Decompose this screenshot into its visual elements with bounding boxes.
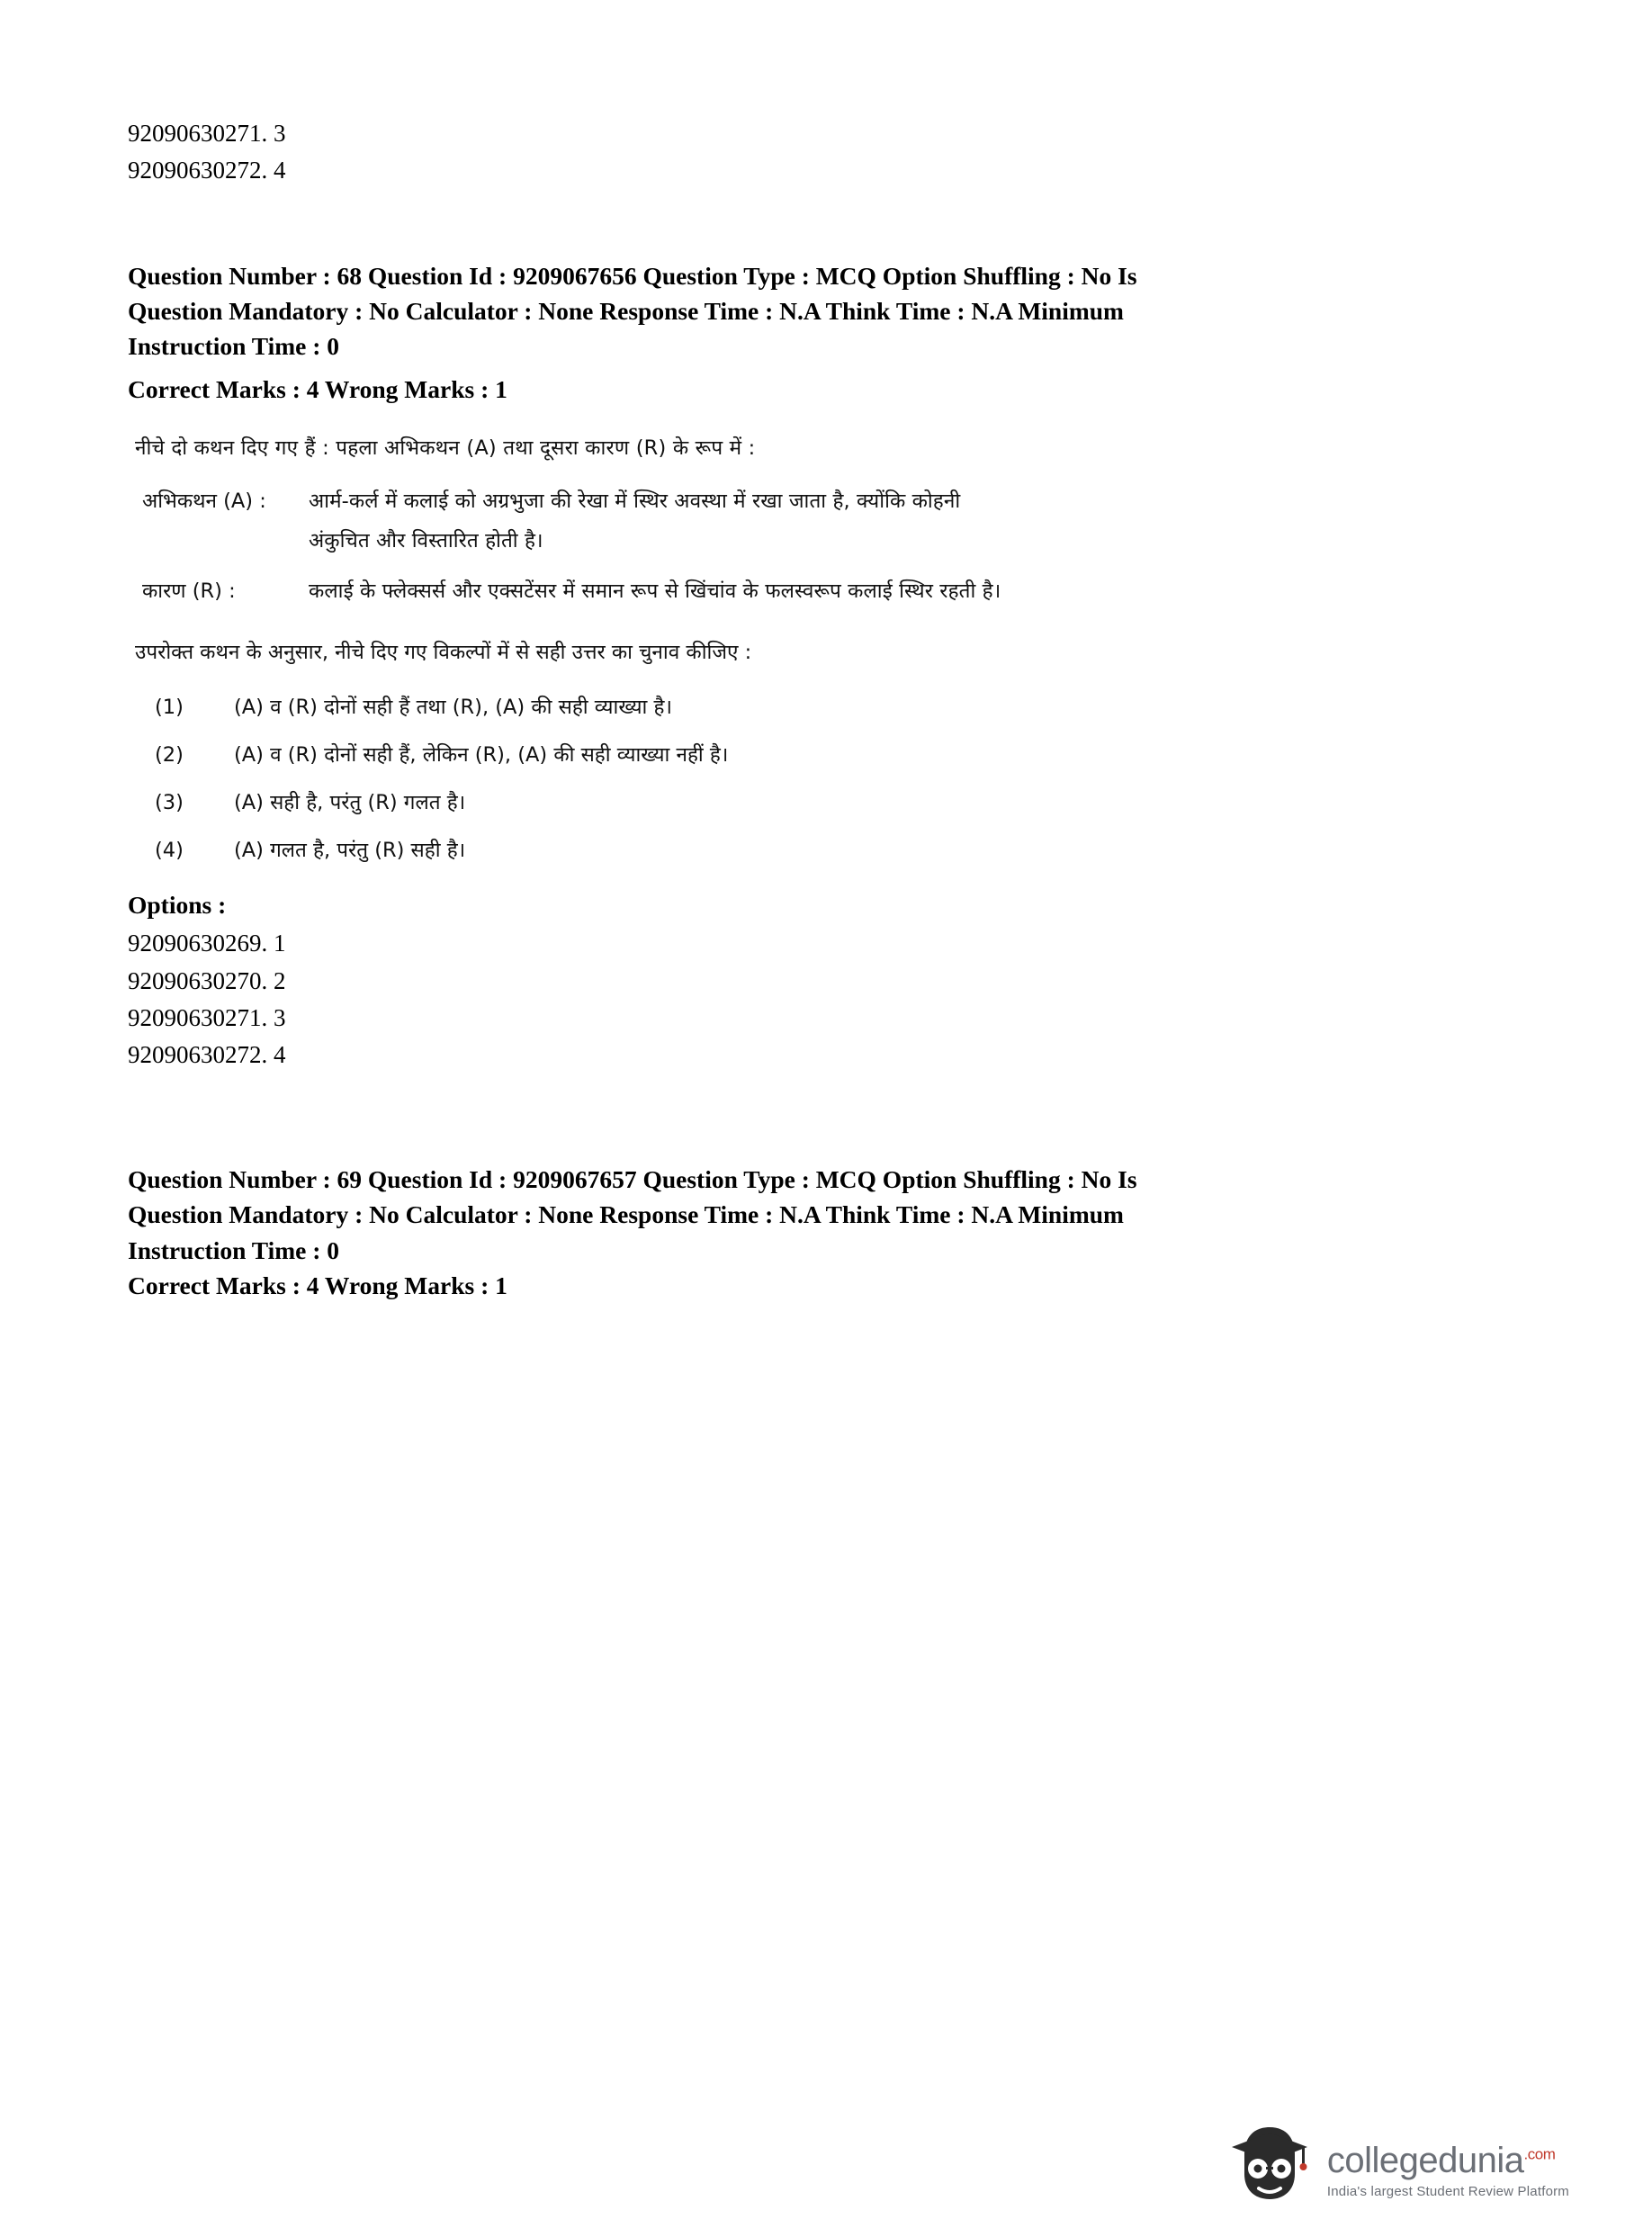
choice-number: (3) — [155, 790, 184, 814]
reason-row — [135, 577, 1387, 607]
question-69-header-line2: Question Mandatory : No Calculator : None Response Time : N.A Think Time : N.A Minimum — [128, 1200, 1124, 1229]
question-69-marks: Correct Marks : 4 Wrong Marks : 1 — [128, 1271, 507, 1299]
assertion-row — [135, 487, 1387, 557]
question-68-body — [128, 434, 1387, 867]
assertion-label: अभिकथन (A) : — [142, 490, 266, 514]
question-68-intro: नीचे दो कथन दिए गए हैं : पहला अभिकथन (A) तथा दूसरा कारण (R) के रूप में : — [135, 436, 756, 460]
reason-text: कलाई के फ्लेक्सर्स और एक्सटेंसर में समान रूप से खिंचांव के फलस्वरूप कलाई स्थिर रहती है। — [309, 579, 1001, 603]
collegedunia-brand — [1327, 2143, 1569, 2179]
collegedunia-tagline: India's largest Student Review Platform — [1326, 2184, 1569, 2199]
question-69-header — [128, 1162, 1441, 1302]
collegedunia-domain-suffix: .com — [1523, 2145, 1556, 2163]
question-68-header-line2: Question Mandatory : No Calculator : None Response Time : N.A Think Time : N.A Minimum — [128, 296, 1124, 325]
choice-text: (A) व (R) दोनों सही हैं तथा (R), (A) की सही व्याख्या है। — [234, 696, 672, 720]
choice-text: (A) सही है, परंतु (R) गलत है। — [234, 790, 466, 814]
assertion-text-line1: आर्म-कर्ल में कलाई को अग्रभुजा की रेखा में स्थिर अवस्था में रखा जाता है, क्योंकि कोहनी — [309, 490, 961, 514]
choice-text: (A) व (R) दोनों सही हैं, लेकिन (R), (A) की सही व्याख्या नहीं है। — [234, 743, 729, 768]
option-id-item: 92090630272. 4 — [128, 157, 286, 184]
choice-item[interactable] — [155, 788, 1387, 819]
choice-item[interactable] — [155, 693, 1387, 723]
options-label: Options : — [128, 891, 227, 920]
reason-label: कारण (R) : — [142, 579, 236, 603]
collegedunia-brand-text: collegedunia — [1326, 2141, 1524, 2180]
question-69-header-line1: Question Number : 69 Question Id : 9209067657 Question Type : MCQ Option Shuffling : No Is — [128, 1165, 1137, 1194]
question-68-marks: Correct Marks : 4 Wrong Marks : 1 — [128, 374, 507, 403]
choice-number: (4) — [155, 838, 184, 862]
option-id-item: 92090630270. 2 — [128, 966, 286, 994]
option-id-item: 92090630271. 3 — [128, 1003, 286, 1031]
question-68-option-id-list — [128, 927, 1517, 1072]
choice-item[interactable] — [155, 741, 1387, 771]
question-68-header-line3: Instruction Time : 0 — [128, 331, 340, 360]
question-69-header-line3: Instruction Time : 0 — [128, 1235, 340, 1264]
continued-option-id-list — [128, 117, 1517, 188]
choice-number: (2) — [155, 743, 184, 768]
option-id-item: 92090630272. 4 — [128, 1041, 286, 1069]
choice-number: (1) — [155, 696, 184, 720]
option-id-item: 92090630269. 1 — [128, 930, 286, 957]
choice-item[interactable] — [155, 836, 1387, 867]
collegedunia-wordmark — [1327, 2143, 1569, 2205]
collegedunia-logo-icon — [1225, 2115, 1315, 2205]
collegedunia-watermark — [1225, 2115, 1569, 2205]
question-68-header — [128, 258, 1441, 407]
choice-text: (A) गलत है, परंतु (R) सही है। — [234, 838, 466, 862]
assertion-text — [292, 487, 1387, 557]
assertion-text-line2: अंकुचित और विस्तारित होती है। — [309, 529, 543, 553]
option-id-item: 92090630271. 3 — [128, 120, 286, 147]
question-68-instruction: उपरोक्त कथन के अनुसार, नीचे दिए गए विकल्पों में से सही उत्तर का चुनाव कीजिए : — [135, 640, 752, 664]
question-68-header-line1: Question Number : 68 Question Id : 9209067656 Question Type : MCQ Option Shuffling : No Is — [128, 261, 1137, 290]
